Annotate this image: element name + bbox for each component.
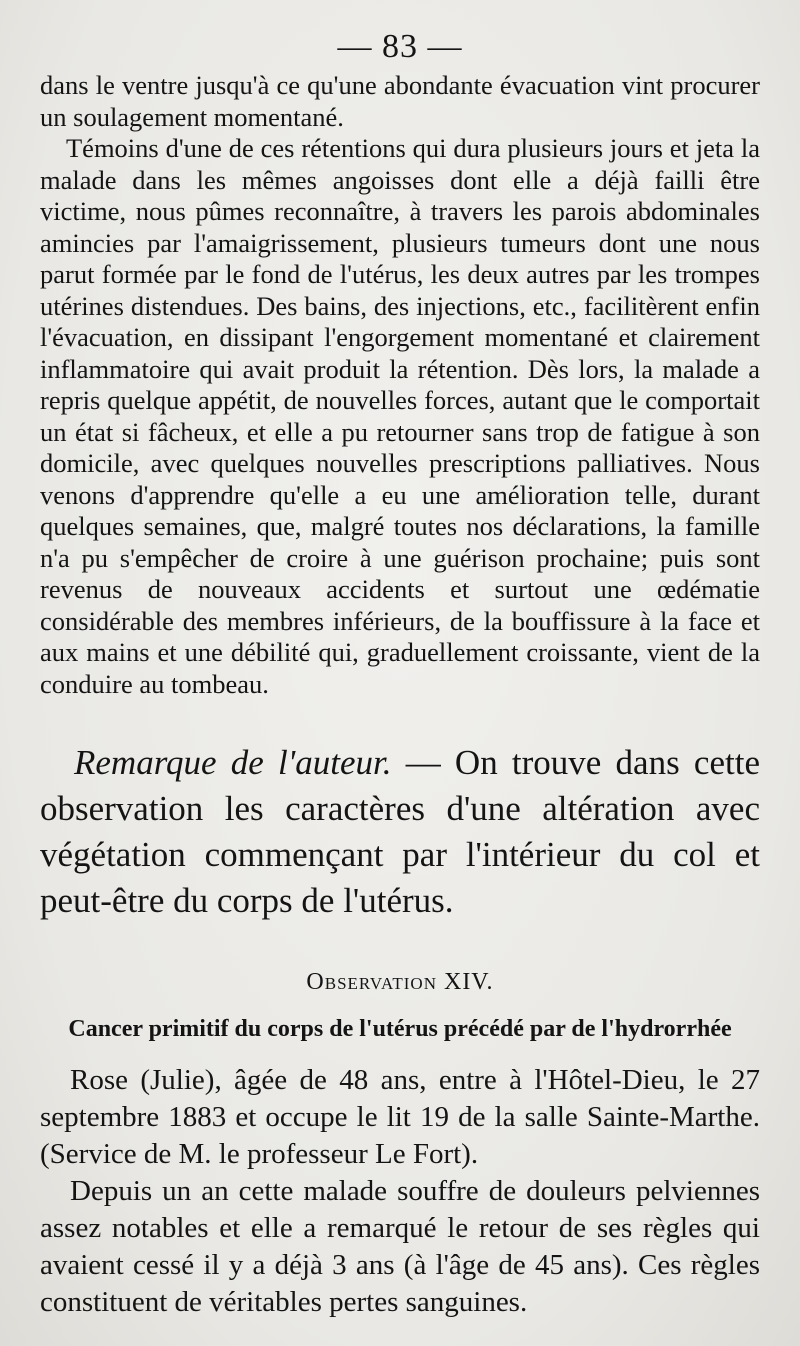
author-remark <box>40 740 760 924</box>
paragraph-continuation: dans le ventre jusqu'à ce qu'une abondante évacuation vint procurer un soulagement momentané. <box>40 70 760 132</box>
observation-paragraph-history: Depuis un an cette malade souffre de douleurs pelviennes assez notables et elle a remarqué le retour de ses règles qui avaient cessé il y a déjà 3 ans (à l'âge de 45 ans). Ces règles constituent de véritables pertes sanguines. <box>40 1174 760 1318</box>
observation-title: Cancer primitif du corps de l'utérus précédé par de l'hydrorrhée <box>68 1015 732 1042</box>
paragraph-case-description: Témoins d'une de ces rétentions qui dura plusieurs jours et jeta la malade dans les mêmes angoisses dont elle a déjà failli être victime, nous pûmes reconnaître, à travers les parois abdominales amincies par l'amaigrissement, plusieurs tumeurs dont une nous parut formée par le fond de l'utérus, les deux autres par les trompes utérines distendues. Des bains, des injections, etc., facilitèrent enfin l'évacuation, en dissipant l'engorgement momentané et clairement inflammatoire qui avait produit la rétention. Dès lors, la malade a repris quelque appétit, de nouvelles forces, autant que le comportait un état si fâcheux, et elle a pu retourner sans trop de fatigue à son domicile, avec quelques nouvelles prescriptions palliatives. Nous venons d'apprendre qu'elle a eu une amélioration telle, durant quelques semaines, que, malgré toutes nos déclarations, la famille n'a pu s'empêcher de croire à une guérison prochaine; puis sont revenus de nouveaux accidents et surtout une œdématie considérable des membres inférieurs, de la bouffissure à la face et aux mains et une débilité qui, graduellement croissante, vient de la conduire au tombeau. <box>40 133 760 699</box>
observation-paragraph-admission: Rose (Julie), âgée de 48 ans, entre à l'Hôtel-Dieu, le 27 septembre 1883 et occupe le lit 19 de la salle Sainte-Marthe. (Service de M. le professeur Le Fort). <box>40 1063 760 1170</box>
author-remark-text: — On trouve dans cette observation les caractères d'une altération avec végétation commençant par l'intérieur du col et peut-être du corps de l'utérus. <box>40 743 760 920</box>
page-number: — 83 — <box>337 28 463 65</box>
author-remark-label: Remarque de l'auteur. <box>74 743 392 782</box>
observation-heading: Observation XIV. <box>306 969 494 995</box>
